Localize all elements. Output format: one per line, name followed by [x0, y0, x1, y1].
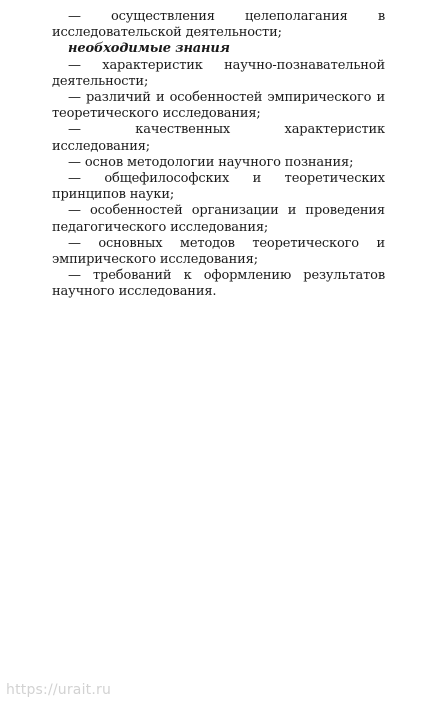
list-item: — основ методологии научного познания; [68, 154, 354, 170]
section-heading: необходимые знания [68, 41, 230, 57]
list-item: — качественных характеристик исследования; [52, 122, 385, 154]
list-item: — осуществления целеполагания в исследовательской деятельности; [52, 9, 385, 41]
document-body [52, 9, 385, 301]
list-item: — основных методов теоретического и эмпирического исследования; [52, 235, 385, 268]
list-item: — характеристик научно-познавательной деятельности; [52, 57, 385, 89]
list-item: — различий и особенностей эмпирического и теоретического исследования; [52, 90, 385, 122]
list-item: — требований к оформлению результатов научного исследования. [52, 268, 385, 300]
watermark-url: https://urait.ru [6, 682, 112, 698]
list-item: — общефилософских и теоретических принципов науки; [52, 171, 385, 203]
list-item: — особенностей организации и проведения педагогического исследования; [52, 203, 385, 235]
